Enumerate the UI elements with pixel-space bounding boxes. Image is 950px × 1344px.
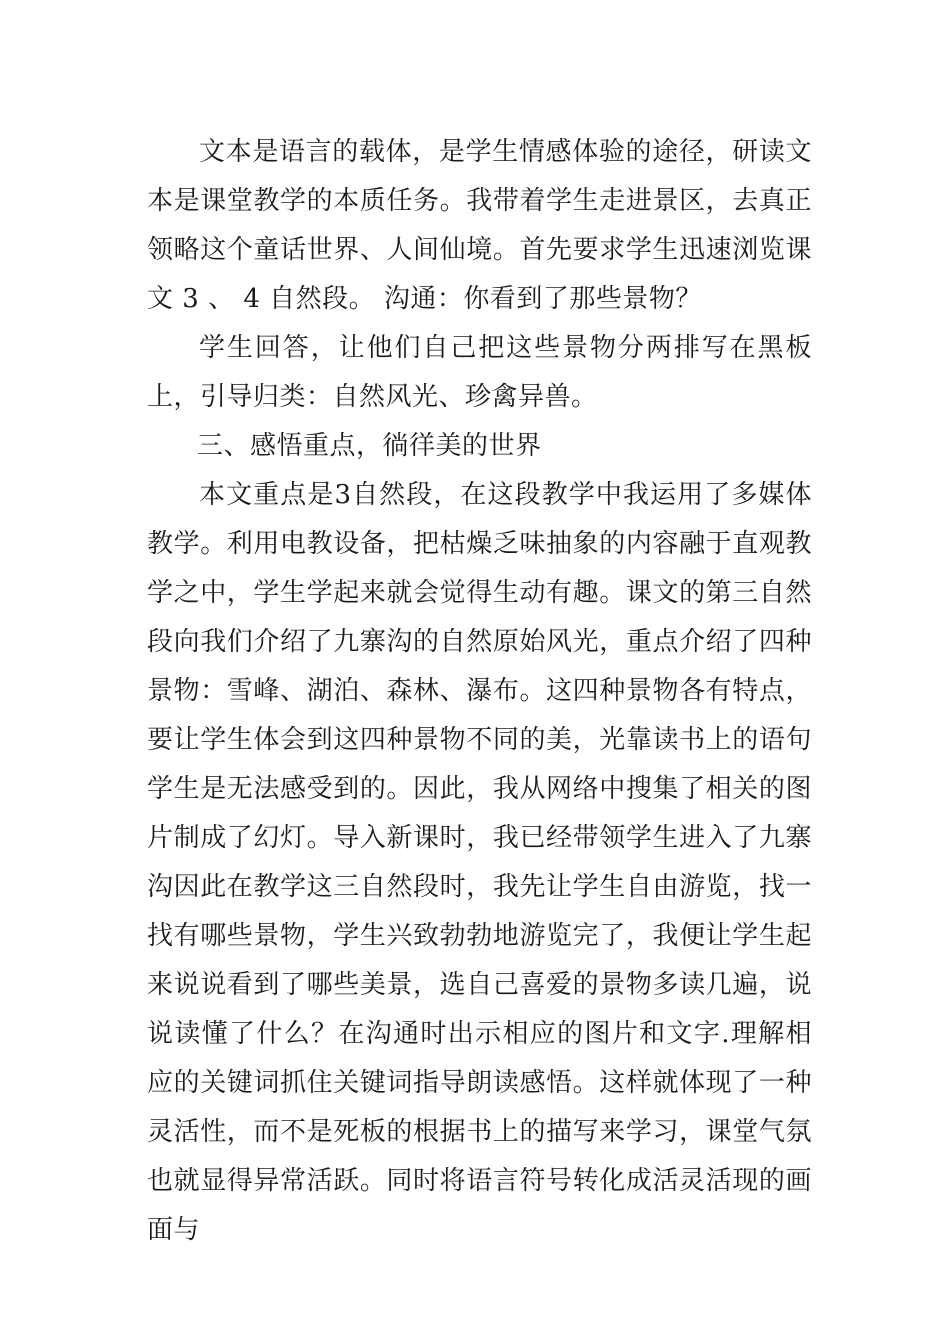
paragraph-text-reading: 文本是语言的载体，是学生情感体验的途径，研读文本是课堂教学的本质任务。我带着学生走进景区，去真正领略这个童话世界、人间仙境。首先要求学生迅速浏览课文 3 、 4 自然段。 沟通：你看到了那些景物？ — [147, 137, 812, 314]
paragraph-student-answer: 学生回答，让他们自己把这些景物分两排写在黑板上，引导归类：自然风光、珍禽异兽。 — [147, 333, 812, 412]
document-body — [147, 128, 812, 1255]
section-heading: 三、感悟重点，徜徉美的世界 — [197, 431, 542, 461]
paragraph-key-points: 本文重点是3自然段，在这段教学中我运用了多媒体教学。利用电教设备，把枯燥乏味抽象的内容融于直观教学之中，学生学起来就会觉得生动有趣。课文的第三自然段向我们介绍了九寨沟的自然原始风光，重点介绍了四种景物：雪峰、湖泊、森林、瀑布。这四种景物各有特点，要让学生体会到这四种景物不同的美，光靠读书上的语句学生是无法感受到的。因此，我从网络中搜集了相关的图片制成了幻灯。导入新课时，我已经带领学生进入了九寨沟因此在教学这三自然段时，我先让学生自由游览，找一找有哪些景物，学生兴致勃勃地游览完了，我便让学生起来说说看到了哪些美景，选自己喜爱的景物多读几遍，说说读懂了什么？在沟通时出示相应的图片和文字.理解相应的关键词抓住关键词指导朗读感悟。这样就体现了一种灵活性，而不是死板的根据书上的描写来学习，课堂气氛也就显得异常活跃。同时将语言符号转化成活灵活现的画面与 — [147, 480, 812, 1245]
